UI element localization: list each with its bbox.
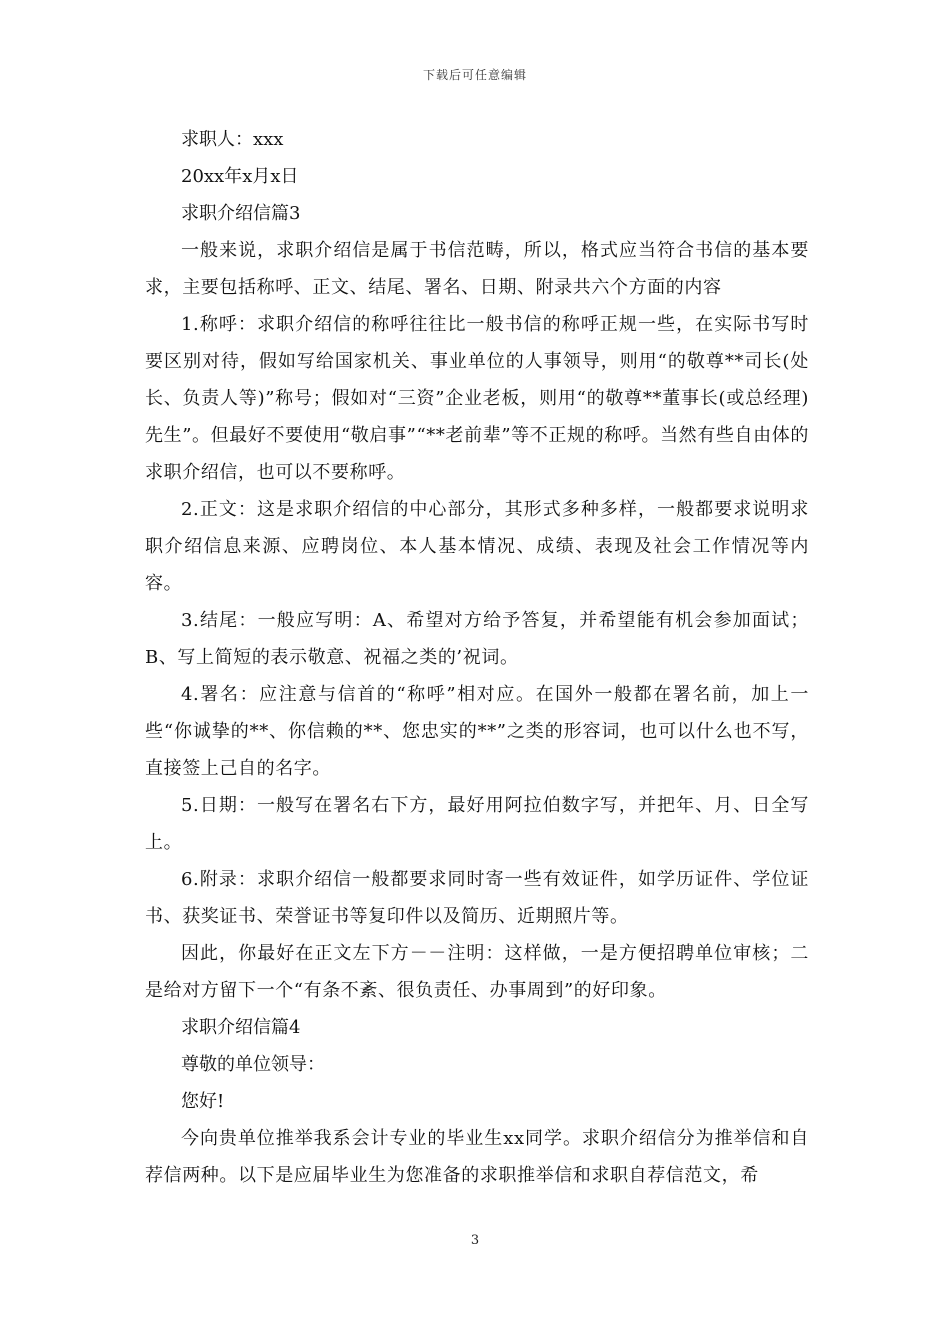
paragraph-salutation-rule: 1.称呼：求职介绍信的称呼往往比一般书信的称呼正规一些，在实际书写时要区别对待，假如写给国家机关、事业单位的人事领导，则用“的敬尊**司长(处长、负责人等)”称号；假如对“三资”企业老板，则用“的敬尊**董事长(或总经理)先生”。但最好不要使用“敬启事”“**老前辈”等不正规的称呼。当然有些自由体的求职介绍信，也可以不要称呼。 bbox=[145, 314, 809, 483]
paragraph-appendix-rule: 6.附录：求职介绍信一般都要求同时寄一些有效证件，如学历证件、学位证书、获奖证书、荣誉证书等复印件以及简历、近期照片等。 bbox=[145, 869, 809, 927]
document-body bbox=[145, 121, 809, 1194]
paragraph-recommendation: 今向贵单位推举我系会计专业的毕业生xx同学。求职介绍信分为推举信和自荐信两种。以下是应届毕业生为您准备的求职推举信和求职自荐信范文，希 bbox=[145, 1128, 809, 1186]
greeting-line: 您好! bbox=[181, 1091, 225, 1112]
page-number: 3 bbox=[470, 1233, 480, 1248]
date-line: 20xx年x月x日 bbox=[181, 166, 299, 187]
paragraph-intro: 一般来说，求职介绍信是属于书信范畴，所以，格式应当符合书信的基本要求，主要包括称呼、正文、结尾、署名、日期、附录共六个方面的内容 bbox=[145, 240, 809, 298]
page-header-note: 下载后可任意编辑 bbox=[422, 68, 527, 82]
paragraph-body-rule: 2.正文：这是求职介绍信的中心部分，其形式多种多样，一般都要求说明求职介绍信息来源、应聘岗位、本人基本情况、成绩、表现及社会工作情况等内容。 bbox=[145, 499, 809, 594]
salutation-line: 尊敬的单位领导： bbox=[181, 1054, 325, 1075]
applicant-line: 求职人：xxx bbox=[181, 129, 284, 150]
section-title: 求职介绍信篇4 bbox=[181, 1017, 301, 1038]
paragraph-date-rule: 5.日期：一般写在署名右下方，最好用阿拉伯数字写，并把年、月、日全写上。 bbox=[145, 795, 809, 853]
section-title: 求职介绍信篇3 bbox=[181, 203, 301, 224]
paragraph-conclusion: 因此，你最好在正文左下方－－注明：这样做，一是方便招聘单位审核；二是给对方留下一个“有条不紊、很负责任、办事周到”的好印象。 bbox=[145, 943, 809, 1001]
paragraph-closing-rule: 3.结尾：一般应写明：A、希望对方给予答复，并希望能有机会参加面试；B、写上简短的表示敬意、祝福之类的’祝词。 bbox=[145, 610, 809, 668]
paragraph-signature-rule: 4.署名：应注意与信首的“称呼”相对应。在国外一般都在署名前，加上一些“你诚挚的**、你信赖的**、您忠实的**”之类的形容词，也可以什么也不写，直接签上己自的名字。 bbox=[145, 684, 809, 779]
